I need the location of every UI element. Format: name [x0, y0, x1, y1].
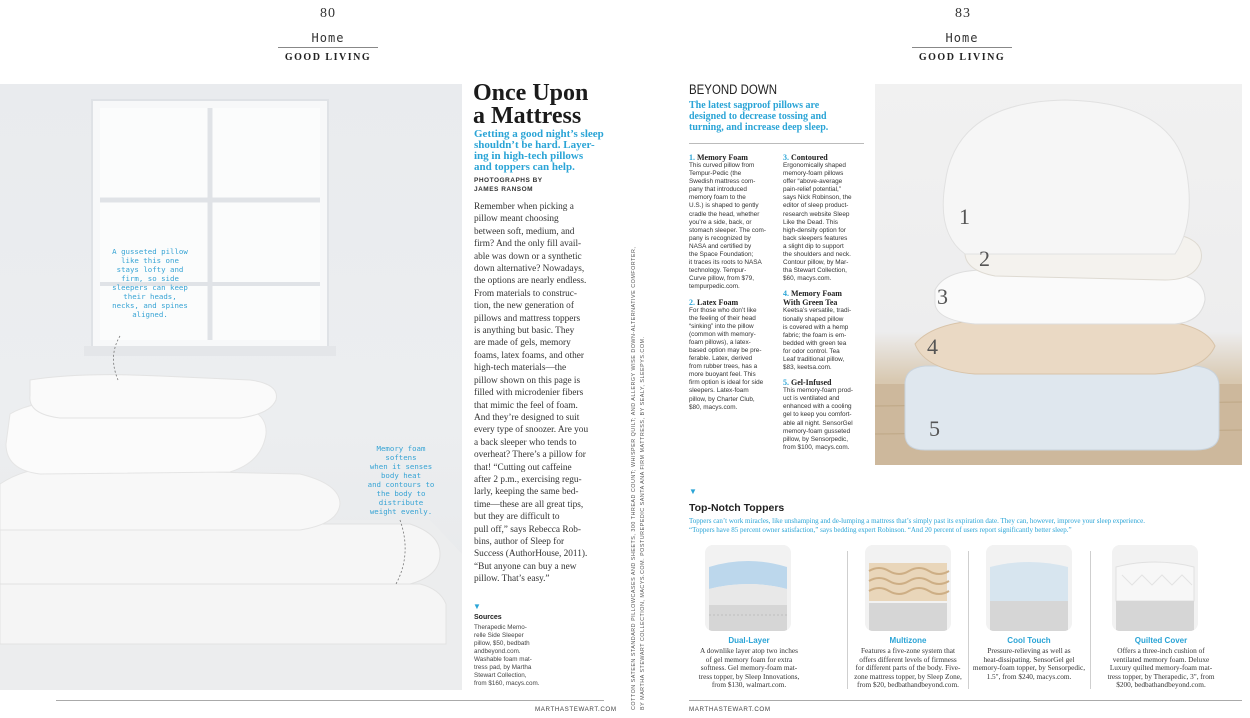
left-section-label: Home — [311, 31, 345, 45]
pillow-entry-line: Contour pillow, by Mar- — [783, 259, 849, 267]
article-body-line: are made of gels, memory — [474, 338, 571, 349]
topper-name: Multizone — [889, 636, 927, 645]
right-section-label: Home — [945, 31, 979, 45]
topper-line: memory-foam topper, by Sensorpedic, — [972, 663, 1086, 673]
topper-description — [849, 647, 967, 690]
article-body-line: From materials to construc- — [474, 288, 578, 299]
photo-credit — [474, 176, 624, 194]
bed-pillows-photo — [0, 84, 462, 690]
pillow-entry-line: offer “above-average — [783, 178, 843, 186]
annotation-line: Memory foam — [376, 444, 426, 453]
pillow-entry-line: U.S.) is shaped to gently — [689, 202, 759, 210]
article-body-line: tion, the new generation of — [474, 301, 574, 312]
source-line: pillow, $50, bedbath — [474, 640, 530, 647]
topper-divider — [968, 551, 969, 689]
pillow-entry-line: memory-foam pillows — [783, 170, 844, 178]
subheading-line: designed to decrease tossing and — [689, 111, 827, 122]
article-body-line: Remember when picking a — [474, 202, 574, 212]
article-body-line: that mimic the feel of foam. — [474, 400, 578, 411]
pillow-entry-line: is covered with a hemp — [783, 323, 849, 331]
photo-number-1: 1 — [959, 204, 970, 229]
pillow-entry-line: fabric; the foam is em- — [783, 331, 847, 339]
article-body-line: foams, latex foams, and other — [474, 350, 584, 361]
topper-line: tress topper, by Sleep Innovations, — [698, 671, 800, 681]
source-line: tress pad, by Martha — [474, 664, 532, 671]
article-body-line: bins, author of Sleep for — [474, 536, 565, 547]
article-body-line: after 2 p.m., exercising regu- — [474, 474, 582, 485]
pillow-entry-title-text: Gel-Infused — [791, 378, 832, 388]
annotation-line: A gusseted pillow — [112, 247, 188, 256]
left-footer-rule — [56, 700, 604, 701]
deck-line: shouldn’t be hard. Layer- — [474, 139, 595, 151]
pillow-entry-line: stomach sleeper. The com- — [689, 226, 766, 234]
pillow-entry — [783, 153, 869, 283]
pillow-entry-line: a slight dip to support — [783, 242, 844, 250]
source-line: relle Side Sleeper — [474, 632, 524, 639]
left-subsection-label: GOOD LIVING — [284, 52, 372, 63]
toppers-heading: Top-Notch Toppers — [689, 502, 785, 514]
source-line: andbeyond.com. — [474, 648, 521, 655]
source-line: from $160, macys.com. — [474, 680, 540, 687]
multizone-topper-illustration — [865, 545, 951, 631]
pillow-entry-line: tionally shaped pillow — [783, 315, 844, 323]
article-body-line: pillows and mattress toppers — [474, 313, 581, 324]
cool-touch-topper-illustration — [986, 545, 1072, 631]
topper-line: for different parts of the body. Five- — [855, 663, 961, 673]
gutter-credit-2: BY MARTHA STEWART COLLECTION, MACYS.COM. POSTUREPEDIC SANTA ANA FIRM MATTRESS, BY SEALY, SLEEPYS.COM. — [640, 336, 646, 710]
pillow-entry-number: 1. — [689, 153, 695, 162]
topper-line: $200, bedbathandbeyond.com. — [1116, 680, 1206, 690]
topper-line: 1.5", from $240, macys.com. — [986, 671, 1072, 681]
pillow-entry-line: pillow, by Charter Club, — [689, 395, 755, 403]
subheading-line: turning, and increase deep sleep. — [689, 122, 829, 133]
pillow-entry-title-text: Contoured — [791, 153, 828, 162]
topper-line: from $130, walmart.com. — [711, 680, 787, 690]
topper-description — [970, 647, 1088, 681]
photo-number-5: 5 — [929, 416, 940, 441]
photo-number-4: 4 — [927, 334, 938, 359]
pillow-entry-line: memory-foam gusseted — [783, 427, 851, 435]
pillow-column-1 — [689, 153, 777, 418]
pillow-entry-title — [783, 289, 869, 298]
article-body-line: that! “Cutting out caffeine — [474, 462, 572, 473]
title-line: Once Upon — [473, 80, 589, 106]
article-body-line: is anything but basic. They — [474, 326, 575, 337]
article-body-line: down alternative? Nowadays, — [474, 264, 585, 275]
pillow-entry-title — [783, 378, 869, 387]
pillow-entry-line: editor of sleep product- — [783, 202, 849, 210]
pillow-entry-title — [783, 153, 869, 162]
left-page-number: 80 — [320, 6, 336, 21]
pillow-stack-illustration — [875, 84, 1242, 465]
topper-line: softness. Gel memory-foam mat- — [700, 663, 798, 673]
annotation-line: their heads, — [123, 292, 177, 301]
gusseted-pillow-annotation — [105, 247, 195, 319]
pillow-entry-line: uct is ventilated and — [783, 395, 840, 403]
article-body-line: overheat? There’s a pillow for — [474, 450, 586, 461]
pillow-entry-title-text: Memory Foam — [697, 153, 748, 162]
pillow-entry-line: it traces its roots to NASA — [689, 259, 762, 267]
photo-number-3: 3 — [937, 284, 948, 309]
pillow-entry-line: tempurpedic.com. — [689, 283, 740, 291]
pillow-entry-number: 2. — [689, 297, 695, 307]
pillow-column-2 — [783, 153, 869, 458]
source-line: Therapedic Memo- — [474, 624, 527, 631]
topper-line: Luxury quilted memory-foam mat- — [1109, 663, 1213, 673]
pillow-entry-line: from $100, macys.com. — [783, 443, 850, 451]
pillow-entry-line: gel to keep you comfort- — [783, 411, 852, 419]
pillow-entry-number: 5. — [783, 378, 789, 388]
left-header-rule — [278, 47, 378, 48]
pillow-entry-line: pany that introduced — [689, 186, 747, 194]
pillow-entry-body — [783, 307, 869, 372]
pillow-entry-line: technology. Tempur- — [689, 267, 747, 275]
gutter-credit-1: COTTON SATEEN STANDARD PILLOWCASES AND SHEETS, 300 THREAD COUNT; WHISPER QUILT; AND ALLERGY WISE DOWN-ALTERNATIVE COMFORTER, — [631, 246, 637, 710]
article-title — [473, 82, 623, 128]
pillow-entry-line: $80, macys.com. — [689, 403, 738, 411]
article-body-line: pillow. That’s easy.” — [474, 574, 550, 585]
photo-number-2: 2 — [979, 246, 990, 271]
pillow-entry-title-text: Memory Foam — [791, 289, 842, 299]
pillow-entry-body — [783, 162, 869, 283]
topper-line: Pressure-relieving as well as — [987, 646, 1071, 655]
article-body-line: pillow meant choosing — [474, 214, 559, 225]
memory-foam-annotation — [360, 444, 442, 516]
toppers-subheading — [689, 517, 1242, 535]
pillow-entry — [689, 298, 777, 412]
topper-description — [1096, 647, 1226, 690]
right-header-rule — [912, 47, 1012, 48]
article-body-line: pillow shown on this page is — [474, 375, 581, 386]
topper-divider — [847, 551, 848, 689]
pillow-entry-line: back sleepers features — [783, 234, 848, 242]
pillow-entry-line: high-density option for — [783, 226, 846, 234]
annotation-line: necks, and spines — [112, 301, 188, 310]
annotation-line: sleepers can keep — [112, 283, 188, 292]
pillow-entry-line: tha Stewart Collection, — [783, 267, 847, 275]
article-body-line: And they’re designed to suit — [474, 412, 580, 423]
pillow-entry-line: the feeling of their head — [689, 314, 756, 322]
pillow-entry-title-text: Latex Foam — [697, 297, 739, 307]
toppers-grid — [689, 541, 1242, 693]
bed-pillows-illustration — [0, 84, 462, 690]
beyond-down-subheading — [689, 100, 874, 133]
annotation-line: like this one — [121, 256, 179, 265]
topper-divider — [1090, 551, 1091, 689]
pillow-entry-line: from rubber trees, has a — [689, 363, 758, 371]
topper-description — [689, 647, 809, 690]
annotation-line: the body to — [376, 489, 426, 498]
left-footer: MARTHASTEWART.COM — [535, 706, 617, 713]
source-line: Stewart Collection, — [474, 672, 527, 679]
pillow-entry-line: firm option is ideal for side — [689, 379, 764, 387]
triangle-marker-icon: ▼ — [473, 602, 481, 611]
source-line: Washable foam mat- — [474, 656, 532, 663]
pillow-entry-line: the Space Foundation; — [689, 251, 754, 259]
pillow-entry-line: $83, keetsa.com. — [783, 364, 832, 372]
topper-line: heat-dissipating. SensorGel gel — [983, 654, 1075, 664]
deck-line: and toppers can help. — [474, 161, 575, 173]
annotation-line: firm, so side — [121, 274, 179, 283]
annotation-line: distribute — [378, 498, 424, 507]
article-body — [474, 201, 624, 586]
pillow-entry-body — [783, 387, 869, 452]
pillow-entry-title — [689, 153, 777, 162]
topper-line: tress topper, by Therapedic, 3", from — [1107, 671, 1215, 681]
pillow-entry-line: ferable. Latex, derived — [689, 355, 753, 363]
topper-name: Dual-Layer — [728, 636, 770, 645]
right-footer-rule — [689, 700, 1242, 701]
topper-line: A downlike layer atop two inches — [700, 646, 798, 655]
topper-line: zone mattress topper, by Sleep Zone, — [854, 671, 962, 681]
dual-layer-topper-image — [705, 545, 791, 631]
pillow-entry-line: the shoulders and neck. — [783, 251, 851, 259]
pillow-entry-body — [689, 307, 777, 412]
credit-line: JAMES RANSOM — [474, 186, 534, 193]
pillow-entry-line: pillow, by Sensorpedic, — [783, 435, 849, 443]
article-body-line: able was down or a synthetic — [474, 251, 582, 262]
article-body-line: every type of snoozer. Are you — [474, 425, 589, 436]
pillow-entry-line: Swedish mattress com- — [689, 178, 756, 186]
cool-touch-topper-image — [986, 545, 1072, 631]
pillow-entry — [783, 289, 869, 372]
pillow-entry-title — [689, 298, 777, 307]
annotation-line: weight evenly. — [369, 507, 433, 516]
topper-line: ventilated memory foam. Deluxe — [1112, 654, 1210, 664]
annotation-line: and contours to — [367, 480, 435, 489]
deck-line: ing in high-tech pillows — [474, 150, 584, 162]
pillow-entry-line: Ergonomically shaped — [783, 162, 846, 169]
pillow-entry-number: 4. — [783, 289, 789, 299]
pillow-entry-line: $60, macys.com. — [783, 275, 832, 283]
pillow-entry-line: pany is recognized by — [689, 234, 751, 242]
pillow-entry-line: enhanced with a cooling — [783, 403, 852, 411]
topper-line: from $20, bedbathandbeyond.com. — [857, 680, 959, 690]
pillow-entry-line: NASA and certified by — [689, 242, 752, 250]
multizone-topper-image — [865, 545, 951, 631]
topper-name: Cool Touch — [1007, 636, 1051, 645]
pillow-entry-line: research website Sleep — [783, 210, 850, 218]
pillow-entry-line: Leaf traditional pillow, — [783, 355, 845, 363]
sources-list — [474, 624, 564, 688]
article-body-line: a back sleeper who tends to — [474, 437, 577, 448]
topper-line: Features a five-zone system that — [860, 646, 955, 655]
credit-line: PHOTOGRAPHS BY — [474, 177, 543, 184]
title-line: a Mattress — [473, 103, 582, 129]
article-deck — [474, 129, 624, 173]
annotation-line: stays lofty and — [116, 265, 184, 274]
annotation-line: body heat — [380, 471, 422, 480]
article-body-line: “But anyone can buy a new — [474, 561, 577, 572]
dual-layer-topper-illustration — [705, 545, 791, 631]
pillow-entry — [689, 153, 777, 292]
sources-heading: Sources — [474, 614, 502, 621]
pillow-entry-line: (common with memory- — [689, 330, 756, 338]
right-subsection-label: GOOD LIVING — [918, 52, 1006, 63]
pillow-entry-line: Curve pillow, from $79, — [689, 275, 754, 283]
pillow-entry-line: you’re a side, back, or — [689, 218, 752, 226]
quilted-cover-topper-illustration — [1112, 545, 1198, 631]
pillow-entry-line: says Nick Robinson, the — [783, 194, 852, 202]
article-body-line: firm? And the only fill avail- — [474, 239, 582, 250]
pillow-entry-line: sleepers. Latex-foam — [689, 387, 749, 395]
topper-line: of gel memory foam for extra — [705, 654, 793, 664]
pillow-entry-line: based option may be pre- — [689, 346, 762, 354]
pillow-entry-line: able all night. SensorGel — [783, 419, 853, 427]
article-body-line: the options are nearly endless. — [474, 276, 587, 287]
article-body-line: larly, keeping the same bed- — [474, 487, 579, 498]
pillow-entry-number: 3. — [783, 153, 789, 162]
pillow-entry — [783, 378, 869, 452]
pillow-entry-line: This memory-foam prod- — [783, 387, 853, 395]
article-body-line: filled with microdenier fibers — [474, 388, 584, 399]
pillow-entry-line: cradle the head, whether — [689, 210, 760, 218]
pillow-entry-line: This curved pillow from — [689, 162, 755, 169]
pillow-entry-line: memory foam to the — [689, 194, 746, 202]
pillow-entry-line: more buoyant feel. This — [689, 371, 756, 379]
pillow-entry-line: Like the Dead. This — [783, 218, 838, 226]
pillow-entry-line: foam pillows), a latex- — [689, 338, 751, 346]
right-footer: MARTHASTEWART.COM — [689, 706, 771, 713]
article-body-line: time—these are all great tips, — [474, 499, 584, 510]
pillow-entry-line: for odor control. Tea — [783, 347, 840, 355]
beyond-down-rule — [689, 143, 864, 144]
article-body-line: Success (AuthorHouse, 2011). — [474, 549, 588, 560]
toppers-sub-line: Toppers can’t work miracles, like unshamping and de-lumping a mattress that’s simply past its expiration date. They can, however, improve your sleep experience. — [689, 517, 1145, 525]
pillow-entry-title-line2: With Green Tea — [783, 298, 838, 308]
annotation-line: aligned. — [132, 310, 168, 319]
right-page-number: 83 — [955, 6, 971, 21]
quilted-cover-topper-image — [1112, 545, 1198, 631]
article-body-line: between soft, medium, and — [474, 226, 575, 237]
topper-line: Offers a three-inch cushion of — [1117, 646, 1205, 655]
topper-name: Quilted Cover — [1134, 636, 1188, 645]
annotation-line: when it senses — [369, 462, 433, 471]
pillow-entry-line: Tempur-Pedic (the — [689, 170, 742, 178]
pillow-entry-line: pain-relief potential,” — [783, 186, 841, 194]
triangle-marker-icon: ▼ — [689, 487, 697, 496]
article-body-line: pull off,” says Rebecca Rob- — [474, 524, 581, 535]
topper-line: offers different levels of firmness — [859, 654, 957, 664]
pillow-entry-line: For those who don’t like — [689, 306, 757, 314]
pillow-entry-line: bedded with green tea — [783, 339, 847, 347]
article-body-line: but they are difficult to — [474, 512, 560, 523]
toppers-sub-line: “Toppers have 85 percent owner satisfaction,” says bedding expert Robinson. “And 20 percent of users report significantly better sleep.” — [689, 526, 1072, 534]
pillow-entry-line: “sinking” into the pillow — [689, 322, 754, 330]
pillow-entry-line: Keetsa’s versatile, tradi- — [783, 307, 852, 315]
subheading-line: The latest sagproof pillows are — [689, 100, 820, 111]
annotation-line: softens — [385, 453, 417, 462]
deck-line: Getting a good night’s sleep — [474, 128, 604, 140]
pillow-stack-photo — [875, 84, 1242, 465]
article-body-line: high-tech materials—the — [474, 363, 567, 374]
beyond-down-heading: BEYOND DOWN — [689, 82, 777, 97]
pillow-entry-body — [689, 162, 777, 292]
